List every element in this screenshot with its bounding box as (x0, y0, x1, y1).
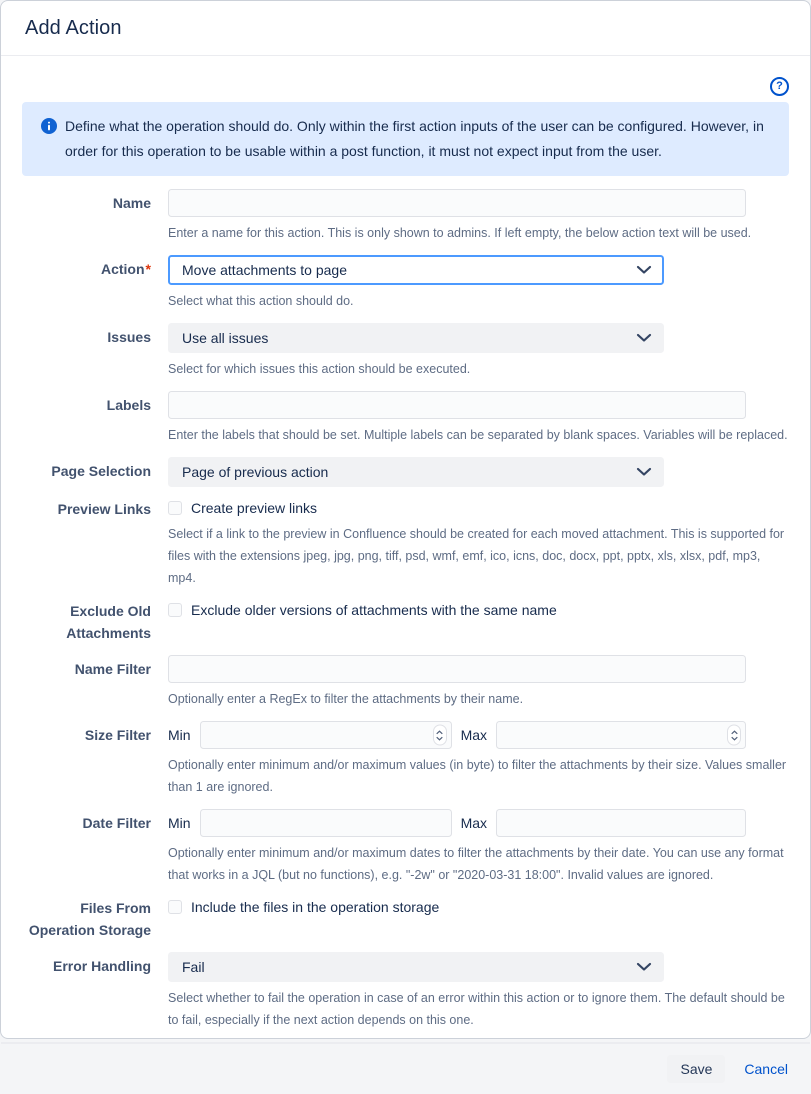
name-field-label: Name (112, 195, 151, 211)
chevron-down-icon (637, 963, 651, 971)
chevron-down-icon (637, 266, 651, 274)
exclude-old-attachments-checkbox-label: Exclude older versions of attachments with the same name (191, 602, 557, 618)
date-filter-min-input[interactable] (200, 809, 452, 837)
chevron-down-icon (637, 334, 651, 342)
size-filter-max-label: Max (460, 727, 488, 743)
form-row-labels (22, 391, 789, 446)
stepper-down-icon (731, 736, 738, 740)
preview-links-checkbox-label: Create preview links (191, 500, 318, 516)
size-filter-min-input[interactable] (200, 721, 452, 749)
form-row-error-handling (22, 952, 789, 1031)
form-row-issues (22, 323, 789, 380)
labels-input[interactable] (168, 391, 746, 419)
exclude-old-attachments-field-label: Exclude Old Attachments (66, 603, 151, 641)
page-title: Add Action (25, 16, 122, 39)
issues-description: Select for which issues this action should be executed. (168, 362, 471, 376)
info-banner (22, 102, 789, 176)
files-from-operation-storage-field-label: Files From Operation Storage (28, 900, 151, 938)
page-selection-select[interactable] (168, 457, 664, 487)
name-input[interactable] (168, 189, 746, 217)
name-filter-field-label: Name Filter (74, 661, 151, 677)
error-handling-select-value: Fail (182, 959, 205, 975)
action-select-value: Move attachments to page (182, 262, 347, 278)
form-row-preview-links (22, 498, 789, 589)
size-filter-description: Optionally enter minimum and/or maximum values (in byte) to filter the attachments by their size. Values smaller than 1 are ignored. (168, 758, 787, 794)
page-selection-select-value: Page of previous action (182, 464, 329, 480)
form-row-page-selection (22, 457, 789, 487)
labels-description: Enter the labels that should be set. Multiple labels can be separated by blank spaces. Variables will be replaced. (168, 428, 788, 442)
action-field-label: Action* (100, 261, 151, 277)
size-filter-min-label: Min (168, 727, 191, 743)
name-description: Enter a name for this action. This is only shown to admins. If left empty, the below action text will be used. (168, 226, 752, 240)
save-button[interactable]: Save (667, 1055, 725, 1083)
dialog-content (1, 56, 810, 1042)
help-icon[interactable]: ? (770, 77, 789, 96)
files-from-operation-storage-checkbox[interactable] (168, 900, 182, 914)
action-description: Select what this action should do. (168, 294, 354, 308)
date-filter-min-label: Min (168, 815, 191, 831)
size-filter-field-label: Size Filter (84, 727, 151, 743)
cancel-button[interactable]: Cancel (744, 1061, 788, 1077)
form-row-name-filter (22, 655, 789, 710)
form-row-size-filter (22, 721, 789, 798)
info-icon (41, 118, 57, 134)
date-filter-max-label: Max (460, 815, 488, 831)
issues-select[interactable] (168, 323, 664, 353)
stepper-up-icon (731, 730, 738, 734)
size-filter-max-stepper[interactable] (727, 725, 741, 746)
help-row (22, 76, 789, 96)
stepper-down-icon (436, 736, 443, 740)
preview-links-description: Select if a link to the preview in Confluence should be created for each moved attachment. This is supported for files with the extensions jpeg, jpg, png, tiff, psd, wmf, emf, ico, icns, doc, docx, ppt, pptx, xls, xlsx, pdf, mp3, mp4. (168, 527, 785, 585)
size-filter-min-stepper[interactable] (433, 725, 447, 746)
form-row-date-filter (22, 809, 789, 886)
name-filter-input[interactable] (168, 655, 746, 683)
form-row-name (22, 189, 789, 244)
name-filter-description: Optionally enter a RegEx to filter the attachments by their name. (168, 692, 524, 706)
action-select[interactable] (168, 255, 664, 285)
add-action-form (22, 189, 789, 1031)
date-filter-description: Optionally enter minimum and/or maximum dates to filter the attachments by their date. You can use any format that works in a JQL (but no functions), e.g. "-2w" or "2020-03-31 18:00". Invalid values are ignored. (168, 846, 784, 882)
form-row-files-from-operation-storage (22, 897, 789, 941)
required-asterisk: * (145, 261, 151, 277)
stepper-up-icon (436, 730, 443, 734)
info-banner-text: Define what the operation should do. Only within the first action inputs of the user can be configured. However, in order for this operation to be usable within a post function, it must not expect input from the user. (65, 118, 764, 159)
size-filter-max-input[interactable] (496, 721, 746, 749)
error-handling-select[interactable] (168, 952, 664, 982)
page-selection-field-label: Page Selection (51, 463, 151, 479)
exclude-old-attachments-checkbox[interactable] (168, 603, 182, 617)
issues-select-value: Use all issues (182, 330, 269, 346)
labels-field-label: Labels (106, 397, 151, 413)
issues-field-label: Issues (107, 329, 151, 345)
preview-links-checkbox[interactable] (168, 501, 182, 515)
error-handling-field-label: Error Handling (52, 958, 151, 974)
dialog-header (1, 1, 810, 56)
form-row-exclude-old-attachments (22, 600, 789, 644)
files-from-operation-storage-checkbox-label: Include the files in the operation storage (191, 899, 440, 915)
form-row-action (22, 255, 789, 312)
dialog-footer (1, 1042, 810, 1094)
date-filter-field-label: Date Filter (82, 815, 151, 831)
chevron-down-icon (637, 468, 651, 476)
date-filter-max-input[interactable] (496, 809, 746, 837)
preview-links-field-label: Preview Links (57, 501, 151, 517)
error-handling-description: Select whether to fail the operation in case of an error within this action or to ignore them. The default should be to fail, especially if the next action depends on this one. (168, 991, 785, 1027)
